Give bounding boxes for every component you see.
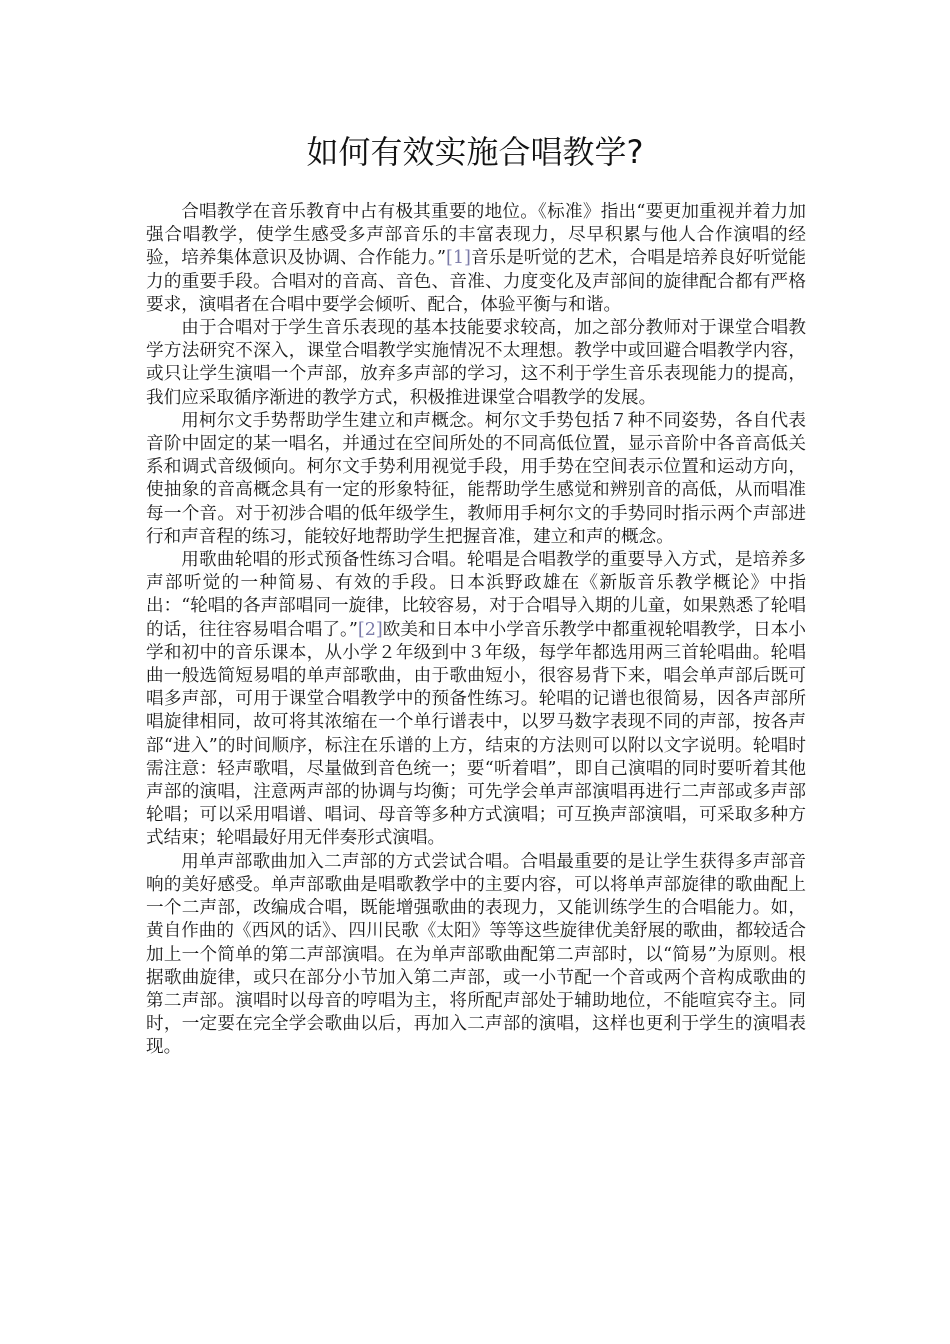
- paragraph-text: 用单声部歌曲加入二声部的方式尝试合唱。合唱最重要的是让学生获得多声部音响的美好感受。单声部歌曲是唱歌教学中的主要内容，可以将单声部旋律的歌曲配上一个二声部，改编成合唱，既能增强歌曲的表现力，又能训练学生的合唱能力。如，黄自作曲的《西风的话》、四川民歌《太阳》等等这些旋律优美舒展的歌曲，都较适合加上一个简单的第二声部演唱。在为单声部歌曲配第二声部时，以“简易”为原则。根据歌曲旋律，或只在部分小节加入第二声部，或一小节配一个音或两个音构成歌曲的第二声部。演唱时以母音的哼唱为主，将所配声部处于辅助地位，不能喧宾夺主。同时，一定要在完全学会歌曲以后，再加入二声部的演唱，这样也更利于学生的演唱表现。: [146, 851, 806, 1058]
- paragraph-text: 合唱教学在音乐教育中占有极其重要的地位。《标准》指出“要更加重视并着力加强合唱教学，使学生感受多声部音乐的丰富表现力，尽早积累与他人合作演唱的经验，培养集体意识及协调、合作能力。”: [146, 202, 806, 269]
- paragraph-text: 音乐是听觉的艺术，合唱是培养良好听觉能力的重要手段。合唱对的音高、音色、音准、力度变化及声部间的旋律配合都有严格要求，演唱者在合唱中要学会倾听、配合，体验平衡与和谐。: [146, 248, 806, 315]
- paragraph: [146, 410, 806, 549]
- page-title: 如何有效实施合唱教学?: [306, 133, 644, 171]
- paragraph-text: 欧美和日本中小学音乐教学中都重视轮唱教学，日本小学和初中的音乐课本，从小学２年级到中３年级，每学年都选用两三首轮唱曲。轮唱曲一般选简短易唱的单声部歌曲，由于歌曲短小，很容易背下来，唱会单声部后既可唱多声部，可用于课堂合唱教学中的预备性练习。轮唱的记谱也很简易，因各声部所唱旋律相同，故可将其浓缩在一个单行谱表中，以罗马数字表现不同的声部，按各声部“进入”的时间顺序，标注在乐谱的上方，结束的方法则可以附以文字说明。轮唱时需注意：轻声歌唱，尽量做到音色统一；要“听着唱”，即自己演唱的同时要听着其他声部的演唱，注意两声部的协调与均衡；可先学会单声部演唱再进行二声部或多声部轮唱；可以采用唱谱、唱词、母音等多种方式演唱；可互换声部演唱，可采取多种方式结束；轮唱最好用无伴奏形式演唱。: [146, 619, 806, 849]
- article-body: [146, 201, 806, 1060]
- paragraph-text: 用柯尔文手势帮助学生建立和声概念。柯尔文手势包括７种不同姿势，各自代表音阶中固定的某一唱名，并通过在空间所处的不同高低位置，显示音阶中各音高低关系和调式音级倾向。柯尔文手势利用视觉手段，用手势在空间表示位置和运动方向，使抽象的音高概念具有一定的形象特征，能帮助学生感觉和辨别音的高低，从而唱准每一个音。对于初涉合唱的低年级学生，教师用手柯尔文的手势同时指示两个声部进行和声音程的练习，能较好地帮助学生把握音准，建立和声的概念。: [146, 410, 806, 547]
- paragraph-text: 由于合唱对于学生音乐表现的基本技能要求较高，加之部分教师对于课堂合唱教学方法研究不深入，课堂合唱教学实施情况不太理想。教学中或回避合唱教学内容，或只让学生演唱一个声部，放弃多声部的学习，这不利于学生音乐表现能力的提高，我们应采取循序渐进的教学方式，积极推进课堂合唱教学的发展。: [146, 318, 806, 408]
- paragraph: [146, 851, 806, 1060]
- citation-ref[interactable]: [2]: [357, 619, 383, 640]
- paragraph: [146, 201, 806, 317]
- paragraph: [146, 317, 806, 410]
- paragraph: [146, 549, 806, 851]
- paragraph-text: 用歌曲轮唱的形式预备性练习合唱。轮唱是合唱教学的重要导入方式，是培养多声部听觉的一种简易、有效的手段。日本浜野政雄在《新版音乐教学概论》中指出：“轮唱的各声部唱同一旋律，比较容易，对于合唱导入期的儿童，如果熟悉了轮唱的话，往往容易唱合唱了。”: [146, 550, 806, 640]
- citation-ref[interactable]: [1]: [446, 248, 471, 269]
